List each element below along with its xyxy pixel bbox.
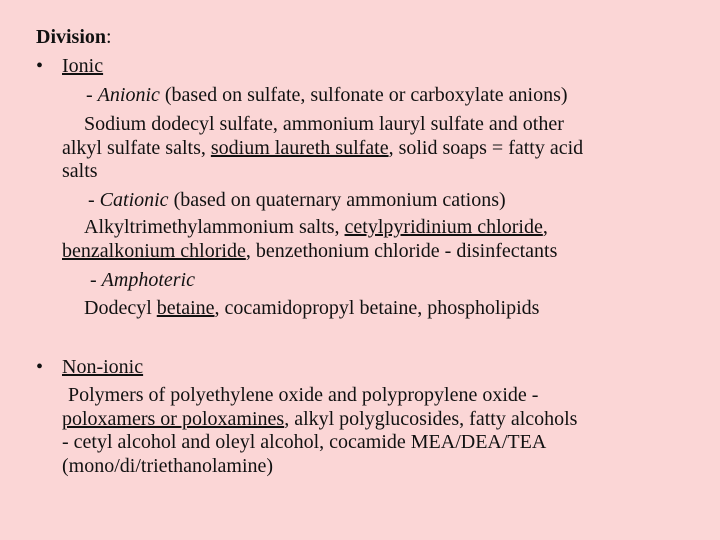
link-sodium-laureth-sulfate[interactable]: sodium laureth sulfate: [210, 137, 389, 159]
link-betaine[interactable]: betaine: [156, 297, 215, 319]
nonionic-line-4: (mono/di/triethanolamine): [62, 455, 274, 477]
anionic-ex2a: alkyl sulfate salts,: [62, 137, 211, 159]
anionic-name: Anionic: [97, 84, 160, 106]
anionic-example-1: Sodium dodecyl sulfate, ammonium lauryl sulfate and other: [84, 113, 564, 135]
anionic-ex2b: , solid soaps = fatty acid: [388, 137, 584, 159]
cationic-ex1b: ,: [542, 216, 548, 238]
slide-title: [36, 26, 112, 48]
cationic-name: Cationic: [99, 189, 169, 211]
amphoteric-prefix: -: [90, 269, 102, 291]
cationic-ex2b: , benzethonium chloride - disinfectants: [245, 240, 558, 262]
cationic-example-2: [62, 240, 557, 262]
link-benzalkonium-chloride[interactable]: benzalkonium chloride: [62, 240, 246, 262]
amphoteric-ex1a: Dodecyl: [84, 297, 157, 319]
bullet-icon: •: [36, 356, 44, 378]
link-cetylpyridinium-chloride[interactable]: cetylpyridinium chloride: [344, 216, 543, 238]
amphoteric-ex1b: , cocamidopropyl betaine, phospholipids: [214, 297, 540, 319]
anionic-heading: [86, 84, 568, 106]
nonionic-line-3: - cetyl alcohol and oleyl alcohol, cocamide MEA/DEA/TEA: [62, 431, 547, 453]
nonionic-line-2: [62, 408, 577, 430]
cationic-prefix: -: [88, 189, 100, 211]
cationic-desc: (based on quaternary ammonium cations): [168, 189, 506, 211]
cationic-ex1a: Alkyltrimethylammonium salts,: [84, 216, 345, 238]
anionic-example-2: [62, 137, 583, 159]
nonionic-line-1: Polymers of polyethylene oxide and polypropylene oxide -: [68, 384, 539, 406]
ionic-label[interactable]: Ionic: [62, 55, 104, 77]
amphoteric-heading: [90, 269, 195, 291]
anionic-example-3: salts: [62, 160, 98, 182]
amphoteric-name: Amphoteric: [101, 269, 195, 291]
cationic-heading: [88, 189, 506, 211]
title-bold: Division: [36, 26, 107, 48]
nonionic-label[interactable]: Non-ionic: [62, 356, 144, 378]
anionic-prefix: -: [86, 84, 98, 106]
cationic-example-1: [84, 216, 548, 238]
anionic-desc: (based on sulfate, sulfonate or carboxylate anions): [159, 84, 568, 106]
title-colon: :: [106, 26, 112, 48]
bullet-icon: •: [36, 55, 44, 77]
amphoteric-example-1: [84, 297, 539, 319]
link-poloxamers[interactable]: poloxamers or poloxamines: [62, 408, 285, 430]
nonionic-l2b: , alkyl polyglucosides, fatty alcohols: [284, 408, 578, 430]
